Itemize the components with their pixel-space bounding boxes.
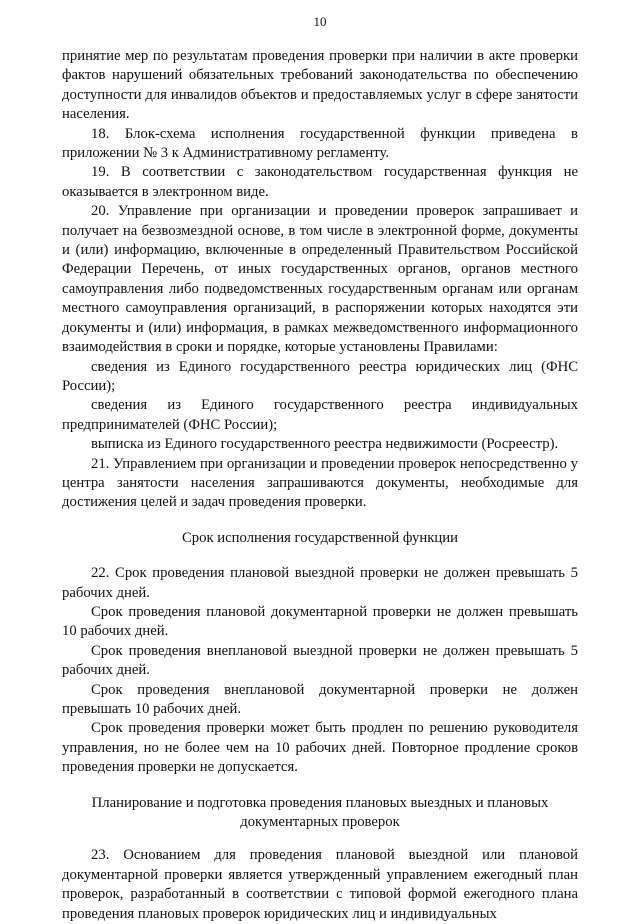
section-heading-planning-line2: документарных проверок: [240, 814, 400, 831]
paragraph-18: 18. Блок-схема исполнения государственной функции приведена в приложении № 3 к Административному регламенту.: [62, 125, 578, 162]
paragraph-term-extension: Срок проведения проверки может быть продлен по решению руководителя управления, но не более чем на 10 рабочих дней. Повторное продление сроков проведения проверки не допускается.: [62, 720, 578, 776]
paragraph-continuation: принятие мер по результатам проведения проверки при наличии в акте проверки фактов нарушений обязательных требований законодательства по обеспечению доступности для инвалидов объектов и предоставляемых услуг в сфере занятости населения.: [62, 48, 578, 123]
page-number: 10: [313, 14, 327, 29]
section-heading-planning-line1: Планирование и подготовка проведения плановых выездных и плановых: [91, 794, 549, 811]
list-item-entrepreneurs-registry: сведения из Единого государственного реестра индивидуальных предпринимателей (ФНС России);: [62, 397, 578, 433]
paragraph-21: 21. Управлением при организации и проведении проверок непосредственно у центра занятости населения запрашиваются документы, необходимые для достижения целей и задач проведения проверки.: [62, 455, 578, 511]
paragraph-22: 22. Срок проведения плановой выездной проверки не должен превышать 5 рабочих дней.: [62, 565, 578, 601]
document-body: [62, 47, 578, 924]
section-heading-planning: [62, 778, 578, 847]
paragraph-unplanned-onsite-term: Срок проведения внеплановой выездной проверки не должен превышать 5 рабочих дней.: [62, 642, 578, 679]
paragraph-19: 19. В соответствии с законодательством государственная функция не оказывается в электронном виде.: [62, 164, 578, 200]
paragraph-20: 20. Управление при организации и проведении проверок запрашивает и получает на безвозмездной основе, в том числе в электронной форме, документы и (или) информацию, включенные в определенный Правительством Российской Федерации Перечень, от иных государственных органов, органов местного самоуправления либо подведомственных государственным органам или органам местного самоуправления организаций, в распоряжении которых находятся эти документы и (или) информация, в рамках межведомственного информационного взаимодействия в сроки и порядке, которые установлены Правилами:: [62, 203, 578, 356]
paragraph-unplanned-documentary-term: Срок проведения внеплановой документарной проверки не должен превышать 10 рабочих дней.: [62, 681, 578, 717]
paragraph-23: 23. Основанием для проведения плановой выездной или плановой документарной проверки является утвержденный управлением ежегодный план проверок, разработанный в соответствии с типовой формой ежегодного плана проведения плановых проверок юридических лиц и индивидуальных: [62, 847, 578, 922]
section-heading-execution-period: Срок исполнения государственной функции: [182, 529, 458, 546]
list-item-legal-entities-registry: сведения из Единого государственного реестра юридических лиц (ФНС России);: [62, 358, 578, 394]
list-item-real-estate-registry: выписка из Единого государственного реестра недвижимости (Росреестр).: [91, 436, 559, 453]
paragraph-planned-documentary-term: Срок проведения плановой документарной проверки не должен превышать 10 рабочих дней.: [62, 603, 578, 640]
